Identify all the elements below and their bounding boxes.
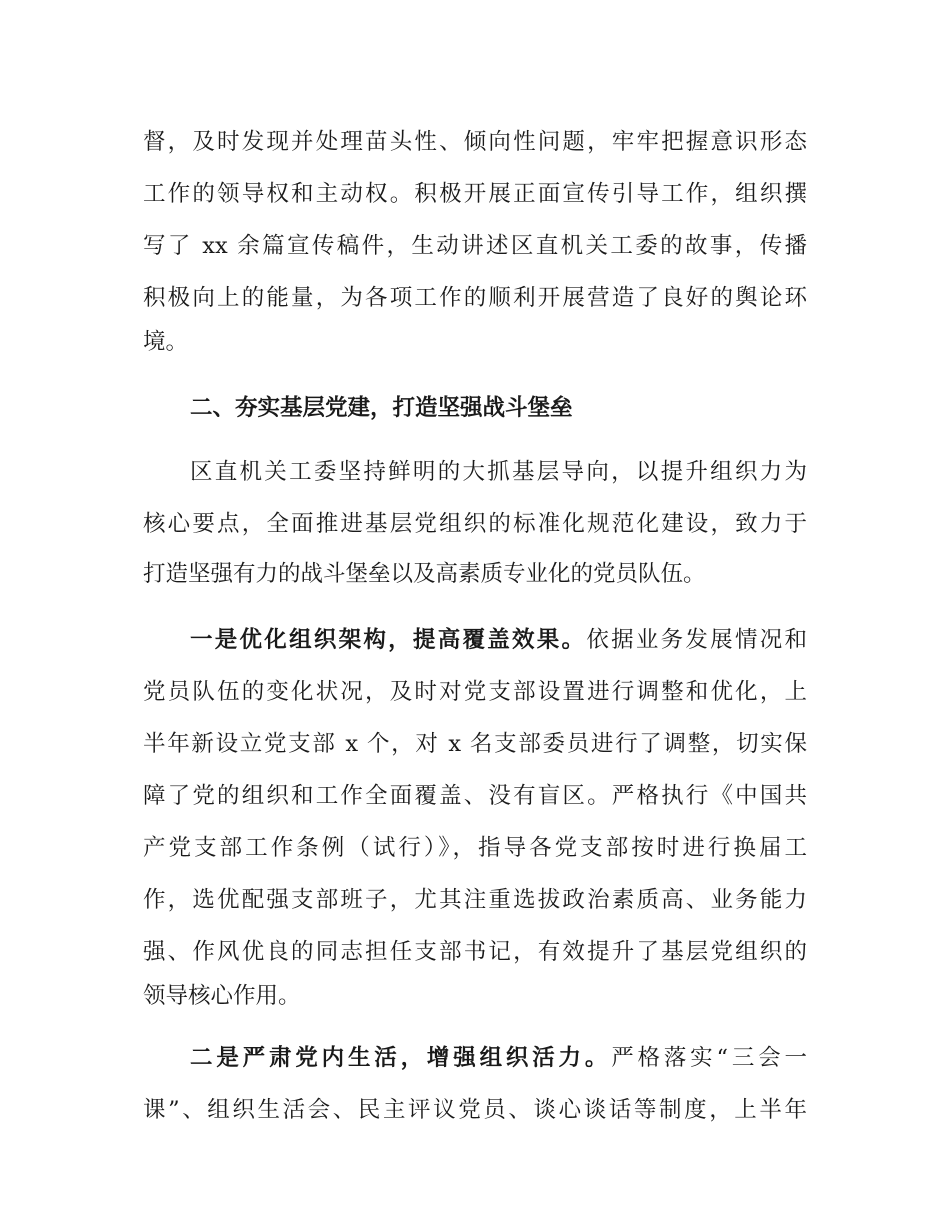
paragraph-line: 工作的领导权和主动权。积极开展正面宣传引导工作，组织撰 (143, 181, 807, 207)
paragraph-line: 核心要点，全面推进基层党组织的标准化规范化建设，致力于 (143, 511, 807, 537)
paragraph-line: 领导核心作用。 (143, 983, 301, 1009)
paragraph-line: 积极向上的能量，为各项工作的顺利开展营造了良好的舆论环 (143, 285, 807, 311)
paragraph-line: 强、作风优良的同志担任支部书记，有效提升了基层党组织的 (143, 939, 807, 965)
paragraph-lead: 一是优化组织架构，提高覆盖效果。 (190, 627, 587, 653)
paragraph-first-line (190, 1041, 807, 1075)
paragraph-line: 督，及时发现并处理苗头性、倾向性问题，牢牢把握意识形态 (143, 129, 807, 155)
paragraph-text: 依据业务发展情况和 (586, 627, 807, 653)
paragraph-line: 党员队伍的变化状况，及时对党支部设置进行调整和优化，上 (143, 679, 807, 705)
section-heading: 二、夯实基层党建，打造坚强战斗堡垒 (190, 395, 573, 421)
paragraph-line: 写了 xx 余篇宣传稿件，生动讲述区直机关工委的故事，传播 (143, 233, 807, 259)
paragraph-line: 障了党的组织和工作全面覆盖、没有盲区。严格执行《中国共 (143, 783, 807, 809)
paragraph-line: 产党支部工作条例（试行）》，指导各党支部按时进行换届工 (143, 835, 807, 861)
paragraph-line: 境。 (143, 329, 189, 355)
paragraph-line: 作，选优配强支部班子，尤其注重选拔政治素质高、业务能力 (143, 887, 807, 913)
paragraph-line: 半年新设立党支部 x 个，对 x 名支部委员进行了调整，切实保 (143, 731, 807, 757)
paragraph-line: 区直机关工委坚持鲜明的大抓基层导向，以提升组织力为 (190, 459, 807, 485)
paragraph-first-line (190, 623, 807, 657)
paragraph-line: 课”、组织生活会、民主评议党员、谈心谈话等制度，上半年 (143, 1097, 807, 1123)
paragraph-lead: 二是严肃党内生活，增强组织活力。 (190, 1045, 612, 1071)
paragraph-line: 打造坚强有力的战斗堡垒以及高素质专业化的党员队伍。 (143, 561, 706, 587)
paragraph-text: 严格落实“三会一 (611, 1045, 807, 1071)
